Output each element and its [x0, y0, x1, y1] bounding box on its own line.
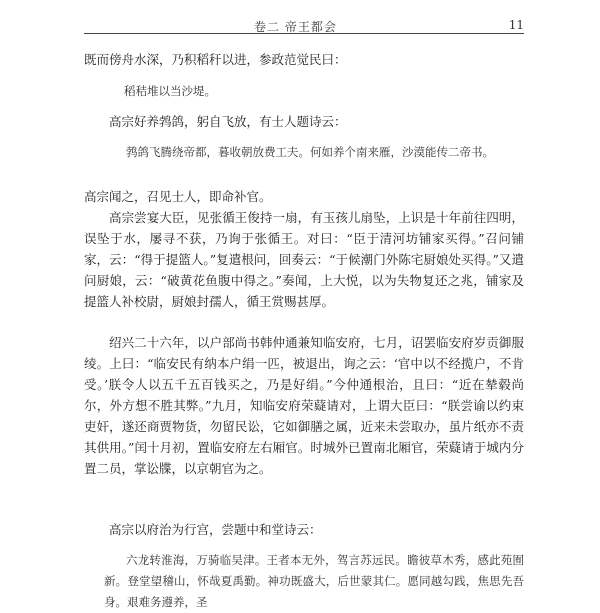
quote-3: 六龙转淮海，万骑临吴津。王者本无外，驾言苏远民。瞻彼草木秀，感此苑囿新。登堂望稽山，怀哉夏禹勤。神功既盛大，后世蒙其仁。愿同越勾践，焦思先吾身。艰难务遵养，圣 — [104, 553, 524, 609]
page-number: 11 — [508, 18, 524, 32]
chapter-title: 卷二 帝王都会 — [254, 20, 337, 34]
paragraph-6: 高宗以府治为行宫，尝题中和堂诗云： — [109, 522, 322, 537]
paragraph-5: 绍兴二十六年，以户部尚书韩仲通兼知临安府，七月，诏罢临安府岁贡御服绫。上曰：“临安民有纳本户绢一匹，被退出，询之云：‘官中以不经揽户，不肯受。’朕令人以五千五百钱买之，乃是好绢。”今仲通根治，且曰：“近在辇毂尚尔，外方想不胜其弊。”九月，知临安府荣薿请对，上谓大臣曰：“朕尝谕以约束吏奸，遂还商贾物货，勿留民讼，它如御膳之属，近来未尝取办，虽片纸亦不责其供用。”闰十月初，置临安府左右厢官。时城外已置南北厢官，荣薿请于城内分置二员，掌讼牒，以京朝官为之。 — [84, 335, 524, 476]
paragraph-4: 高宗尝宴大臣，见张循王俊持一扇，有玉孩儿扇坠，上识是十年前往四明，误坠于水，屡寻不获，乃询于张循王。对曰：“臣于清河坊铺家买得。”召问铺家，云：“得于提篮人。”复遣根问，回奏云：“于候潮门外陈宅厨娘处买得。”又遣问厨娘，云：“破黄花鱼腹中得之。”奏闻，上大悦，以为失物复还之兆，铺家及提篮人补校尉，厨娘封孺人，循王赏赐甚厚。 — [84, 210, 524, 309]
paragraph-2: 高宗好养鹁鸽，躬自飞放，有士人题诗云： — [109, 114, 347, 129]
paragraph-1: 既而傍舟水深，乃积稻秆以进，参政范觉民曰： — [84, 52, 347, 67]
paragraph-3: 高宗闻之，召见士人，即命补官。 — [84, 189, 272, 204]
header-rule — [84, 33, 524, 34]
quote-1: 稻秸堆以当沙堤。 — [124, 84, 216, 98]
quote-2: 鹁鸽飞腾绕帝都，暮收朝放费工夫。何如养个南来雁，沙漠能传二帝书。 — [126, 145, 494, 159]
